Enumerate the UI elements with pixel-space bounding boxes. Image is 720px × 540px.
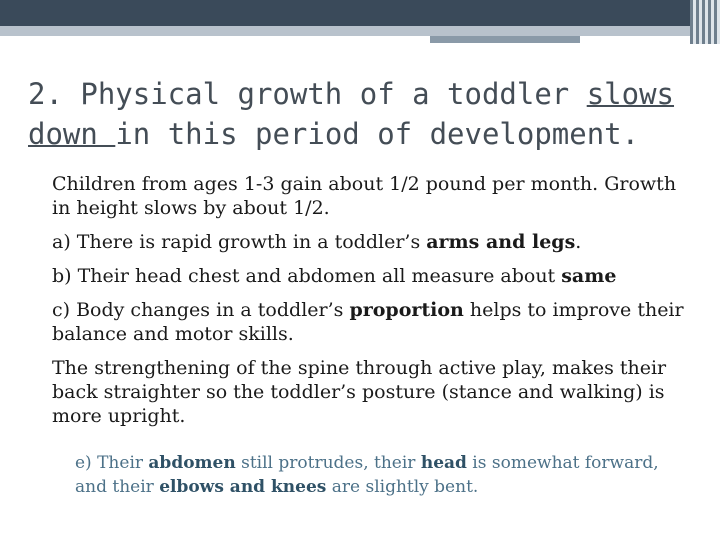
title-part-3: in this period of development. — [115, 117, 640, 151]
sub-point-text: is somewhat forward, and their — [75, 453, 659, 497]
paragraph-spine — [52, 356, 692, 428]
slide-title — [28, 74, 688, 154]
paragraph-limbs — [52, 230, 692, 254]
emphasis-text: head — [420, 453, 467, 473]
emphasis-text: same — [561, 265, 617, 287]
paragraph-text: . — [575, 231, 582, 253]
header-bar — [0, 0, 720, 26]
emphasis-text: proportion — [349, 299, 464, 321]
header-stripes — [690, 0, 720, 44]
sub-point-text: e) Their — [75, 453, 149, 473]
title-part-1: 2. Physical growth of a toddler — [28, 77, 587, 111]
paragraph-text: helps to improve their balance and motor skills. — [52, 299, 684, 345]
paragraph-text: a) There is rapid growth in a toddler’s — [52, 231, 427, 253]
title-part-underlined: slows down — [28, 77, 675, 151]
emphasis-text: elbows and knees — [159, 477, 327, 497]
emphasis-text: abdomen — [148, 453, 236, 473]
paragraph-proportion — [52, 298, 692, 346]
paragraph-text: The strengthening of the spine through active play, makes their back straighter so the toddler’s posture (stance and walking) is more upright. — [52, 357, 667, 427]
sub-point-text: still protrudes, their — [235, 453, 421, 473]
sub-point — [75, 451, 675, 499]
paragraph-growth-rate — [52, 172, 692, 220]
header-accent-bar — [430, 36, 580, 43]
paragraph-text: b) Their head chest and abdomen all measure about — [52, 265, 562, 287]
header-sub-bar — [0, 26, 720, 36]
paragraph-measurements — [52, 264, 692, 288]
paragraph-text: c) Body changes in a toddler’s — [52, 299, 350, 321]
slide-body — [52, 172, 692, 438]
sub-point-text: are slightly bent. — [326, 477, 479, 497]
paragraph-text: Children from ages 1-3 gain about 1/2 pound per month. Growth in height slows by about 1/2. — [52, 173, 677, 219]
emphasis-text: arms and legs — [426, 231, 576, 253]
